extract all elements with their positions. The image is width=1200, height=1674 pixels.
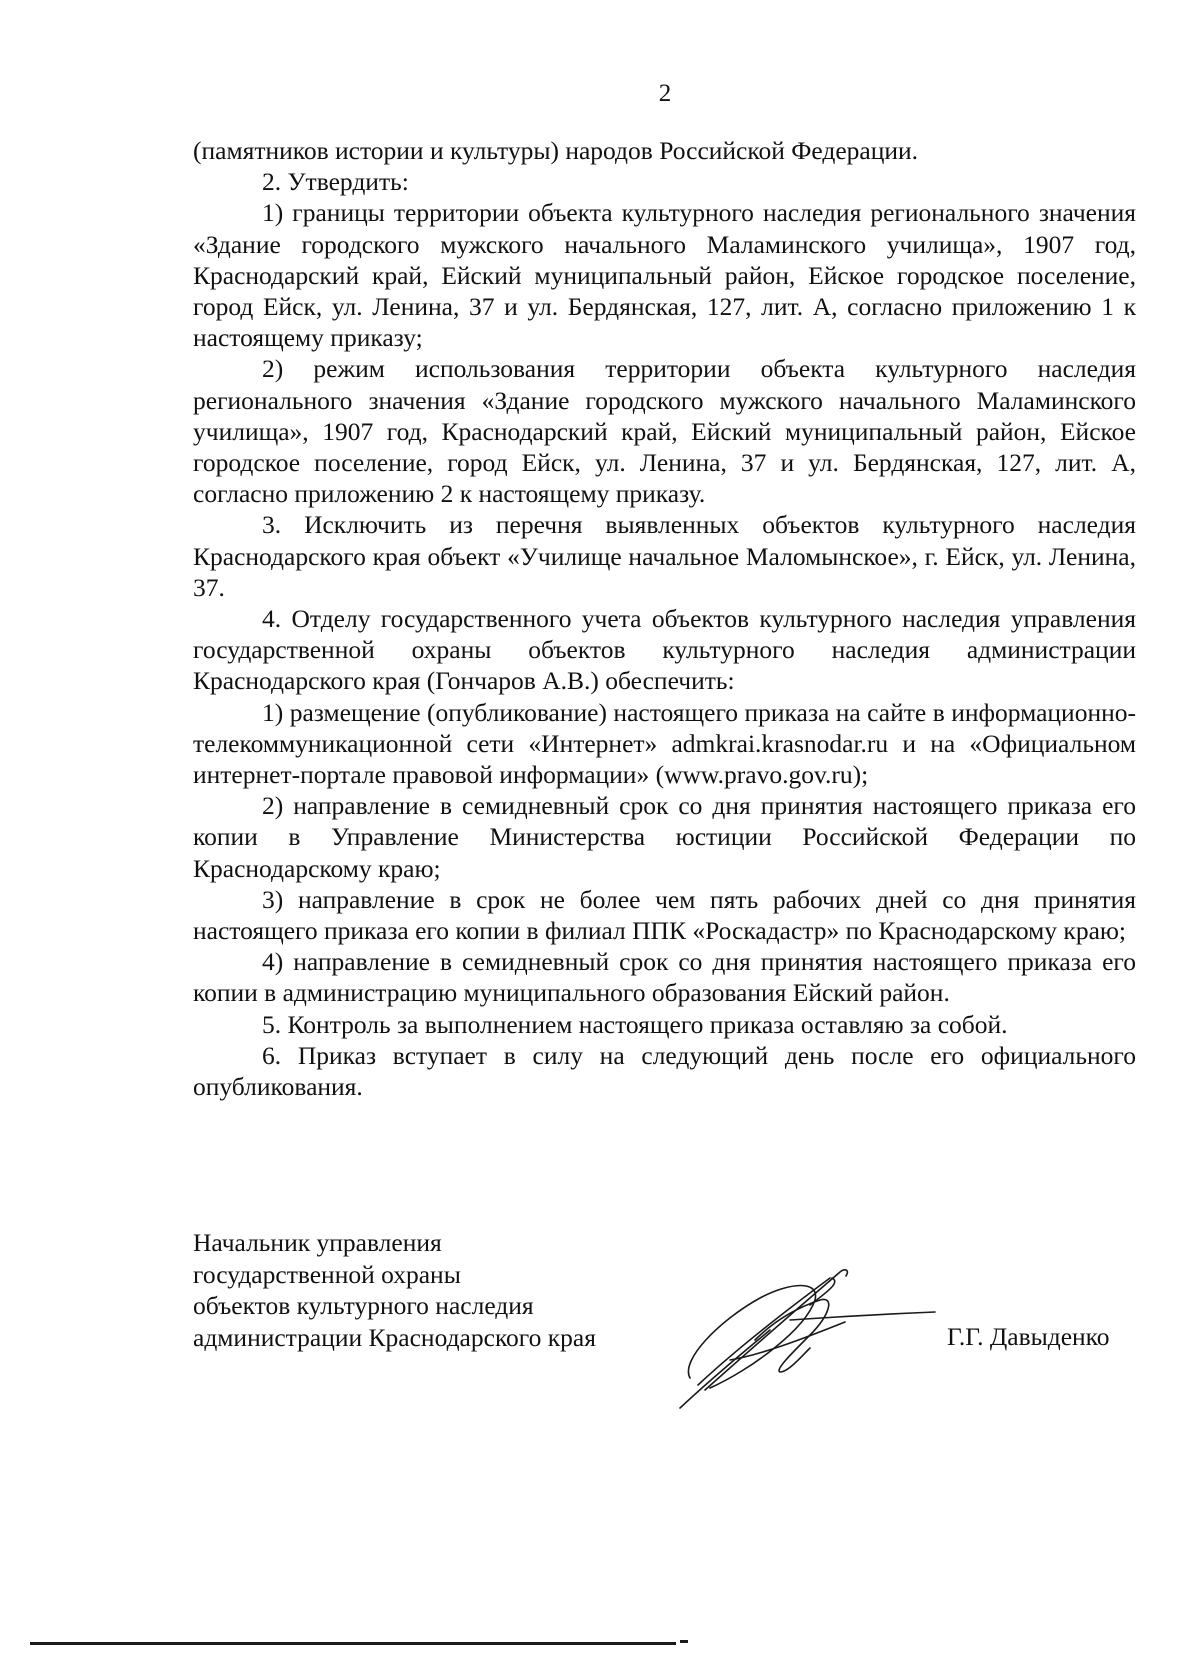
signer-name: Г.Г. Давыденко [947,1322,1110,1351]
signer-position-line: администрации Краснодарского края [193,1322,596,1352]
signer-position-line: объектов культурного наследия [193,1291,534,1320]
paragraph: 1) границы территории объекта культурного наследия регионального значения «Здание городского мужского начального Маламинского училища», 1907 год, Краснодарский край, Ейский муниципальный район, Ейское городское поселение, город Ейск, ул. Ленина, 37 и ул. Бердянская, 127, лит. А, согласно приложению 1 к настоящему приказу; [193,198,1136,353]
paragraph: 6. Приказ вступает в силу на следующий день после его официального опубликования. [193,1040,1136,1102]
paragraph: 2) направление в семидневный срок со дня принятия настоящего приказа его копии в Управление Министерства юстиции Российской Федерации по Краснодарскому краю; [193,791,1136,883]
paragraph: (памятников истории и культуры) народов Российской Федерации. [193,136,919,165]
signer-position [193,1227,596,1353]
paragraph: 3) направление в срок не более чем пять рабочих дней со дня принятия настоящего приказа его копии в филиал ППК «Роскадастр» по Краснодарскому краю; [193,884,1136,946]
paragraph: 2. Утвердить: [262,167,409,197]
paragraph: 3. Исключить из перечня выявленных объектов культурного наследия Краснодарского края объект «Училище начальное Маломынское», г. Ейск, ул. Ленина, 37. [193,510,1136,602]
signer-position-line: государственной охраны [193,1259,461,1289]
paragraph: 1) размещение (опубликование) настоящего приказа на сайте в информационно-телекоммуникационной сети «Интернет» admkrai.krasnodar.ru и на «Официальном интернет-портале правовой информации» (www.pravo.gov.ru); [193,697,1136,790]
paragraph: 4) направление в семидневный срок со дня принятия настоящего приказа его копии в администрацию муниципального образования Ейский район. [193,947,1136,1008]
handwritten-signature [670,1260,940,1410]
signer-position-line: Начальник управления [193,1228,442,1257]
paragraph: 5. Контроль за выполнением настоящего приказа оставляю за собой. [262,1009,1008,1039]
footer-rule-tick [680,1640,688,1643]
paragraph: 2) режим использования территории объекта культурного наследия регионального значения «Здание городского мужского начального Маламинского училища», 1907 год, Краснодарский край, Ейский муниципальный район, Ейское городское поселение, город Ейск, ул. Ленина, 37 и ул. Бердянская, 127, лит. А, согласно приложению 2 к настоящему приказу. [193,354,1136,509]
paragraph: 4. Отделу государственного учета объектов культурного наследия управления государственной охраны объектов культурного наследия администрации Краснодарского края (Гончаров А.В.) обеспечить: [193,604,1136,696]
page-number: 2 [658,80,672,107]
footer-rule [30,1642,676,1645]
document-body [193,135,1136,1102]
